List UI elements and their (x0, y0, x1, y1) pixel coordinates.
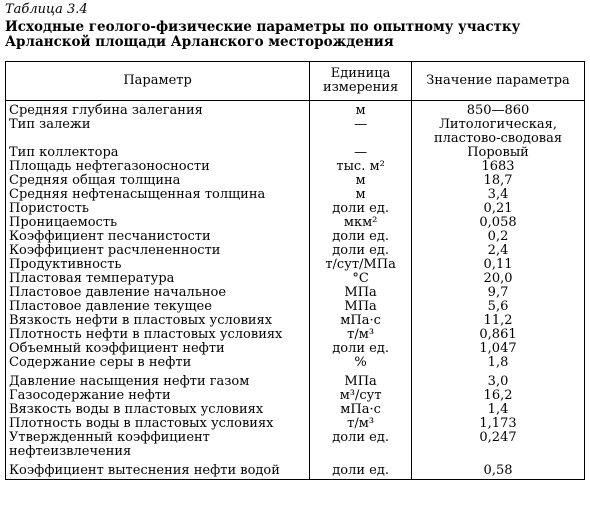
cell-value: 0,247 (412, 431, 585, 459)
table-row (6, 244, 585, 258)
cell-parameter: Пластовая температура (6, 272, 310, 286)
header-unit-line1: Единица (330, 66, 391, 81)
table-row (6, 216, 585, 230)
cell-unit: м³/сут (310, 389, 412, 403)
cell-value: 5,6 (412, 300, 585, 314)
table-body (6, 101, 585, 480)
cell-parameter: Плотность воды в пластовых условиях (6, 417, 310, 431)
cell-parameter: Объемный коэффициент нефти (6, 342, 310, 356)
cell-parameter: Вязкость воды в пластовых условиях (6, 403, 310, 417)
cell-parameter: Содержание серы в нефти (6, 356, 310, 370)
table-row (6, 403, 585, 417)
cell-value: 2,4 (412, 244, 585, 258)
cell-parameter: Коэффициент расчлененности (6, 244, 310, 258)
cell-value: Поровый (412, 146, 585, 160)
cell-parameter: Коэффициент вытеснения нефти водой (6, 459, 310, 480)
cell-unit: м (310, 101, 412, 119)
cell-value: 1,173 (412, 417, 585, 431)
cell-unit: доли ед. (310, 202, 412, 216)
cell-unit: МПа (310, 370, 412, 389)
table-heading-line2: Арланской площади Арланского месторождения (5, 34, 394, 50)
table-row (6, 174, 585, 188)
cell-value: 16,2 (412, 389, 585, 403)
cell-value: 1683 (412, 160, 585, 174)
table-heading (5, 20, 520, 50)
parameters-table (5, 61, 585, 480)
cell-unit: доли ед. (310, 431, 412, 459)
table-row (6, 431, 585, 459)
table-row (6, 314, 585, 328)
cell-parameter: Вязкость нефти в пластовых условиях (6, 314, 310, 328)
table-row (6, 272, 585, 286)
cell-unit: м (310, 188, 412, 202)
cell-value: 3,0 (412, 370, 585, 389)
cell-parameter: Пористость (6, 202, 310, 216)
cell-value: 1,4 (412, 403, 585, 417)
cell-parameter: Пластовое давление текущее (6, 300, 310, 314)
table-caption: Таблица 3.4 (5, 2, 88, 17)
cell-value: 0,861 (412, 328, 585, 342)
cell-parameter: Газосодержание нефти (6, 389, 310, 403)
cell-unit: МПа (310, 286, 412, 300)
cell-unit: — (310, 118, 412, 146)
cell-parameter: Средняя нефтенасыщенная толщина (6, 188, 310, 202)
cell-parameter: Площадь нефтегазоносности (6, 160, 310, 174)
cell-unit: % (310, 356, 412, 370)
header-unit-line2: измерения (323, 80, 399, 95)
cell-value: 18,7 (412, 174, 585, 188)
table-row (6, 328, 585, 342)
cell-value: 1,047 (412, 342, 585, 356)
cell-parameter: Проницаемость (6, 216, 310, 230)
cell-unit: °С (310, 272, 412, 286)
cell-unit: м (310, 174, 412, 188)
cell-unit: доли ед. (310, 244, 412, 258)
table-row (6, 356, 585, 370)
table-row (6, 160, 585, 174)
cell-unit: т/м³ (310, 328, 412, 342)
table-row (6, 370, 585, 389)
table-row (6, 300, 585, 314)
cell-unit: — (310, 146, 412, 160)
table-heading-line1: Исходные геолого-физические параметры по опытному участку (5, 19, 521, 35)
cell-unit: мПа·с (310, 403, 412, 417)
cell-value: 1,8 (412, 356, 585, 370)
cell-parameter: Тип залежи (6, 118, 310, 146)
cell-parameter: Давление насыщения нефти газом (6, 370, 310, 389)
table-row (6, 230, 585, 244)
cell-unit: МПа (310, 300, 412, 314)
table-row (6, 146, 585, 160)
cell-parameter: Тип коллектора (6, 146, 310, 160)
table-row (6, 417, 585, 431)
cell-unit: доли ед. (310, 459, 412, 480)
header-unit (310, 62, 412, 101)
table-row (6, 342, 585, 356)
table-row (6, 459, 585, 480)
cell-parameter: Пластовое давление начальное (6, 286, 310, 300)
cell-unit: мкм² (310, 216, 412, 230)
cell-value: Литологическая, пластово-сводовая (412, 118, 585, 146)
cell-unit: т/м³ (310, 417, 412, 431)
header-value: Значение параметра (412, 62, 585, 101)
cell-value: 0,21 (412, 202, 585, 216)
table-row (6, 101, 585, 119)
cell-value: 850—860 (412, 101, 585, 119)
cell-unit: т/сут/МПа (310, 258, 412, 272)
table-row (6, 118, 585, 146)
cell-unit: тыс. м² (310, 160, 412, 174)
cell-value: 20,0 (412, 272, 585, 286)
cell-parameter: Средняя общая толщина (6, 174, 310, 188)
cell-parameter: Коэффициент песчанистости (6, 230, 310, 244)
cell-value: 0,058 (412, 216, 585, 230)
table-row (6, 389, 585, 403)
cell-value: 0,2 (412, 230, 585, 244)
cell-parameter: Утвержденный коэффициент нефтеизвлечения (6, 431, 310, 459)
cell-unit: доли ед. (310, 230, 412, 244)
cell-value: 9,7 (412, 286, 585, 300)
cell-value: 0,11 (412, 258, 585, 272)
cell-value: 0,58 (412, 459, 585, 480)
cell-parameter: Продуктивность (6, 258, 310, 272)
cell-unit: мПа·с (310, 314, 412, 328)
cell-parameter: Плотность нефти в пластовых условиях (6, 328, 310, 342)
table-row (6, 286, 585, 300)
table-row (6, 188, 585, 202)
cell-unit: доли ед. (310, 342, 412, 356)
header-parameter: Параметр (6, 62, 310, 101)
table-row (6, 202, 585, 216)
cell-parameter: Средняя глубина залегания (6, 101, 310, 119)
table-header-row (6, 62, 585, 101)
cell-value: 3,4 (412, 188, 585, 202)
cell-value: 11,2 (412, 314, 585, 328)
table-row (6, 258, 585, 272)
